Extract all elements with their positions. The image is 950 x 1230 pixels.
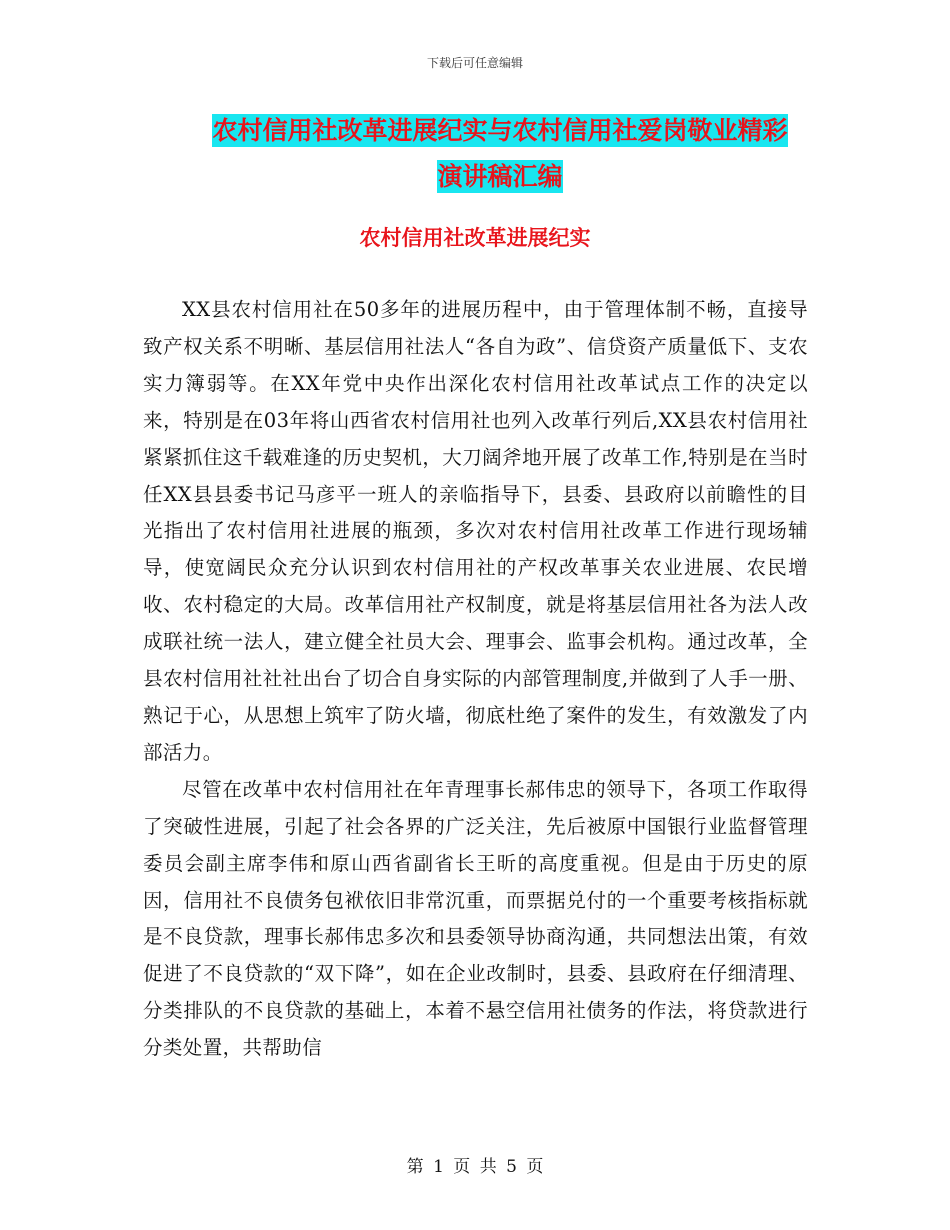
- document-title-line2: 演讲稿汇编: [437, 162, 563, 191]
- paragraph-1: XX县农村信用社在50多年的进展历程中，由于管理体制不畅，直接导致产权关系不明晰、基层信用社法人“各自为政”、信贷资产质量低下、支农实力簿弱等。在XX年党中央作出深化农村信用社改革试点工作的决定以来，特别是在03年将山西省农村信用社也列入改革行列后,XX县农村信用社紧紧抓住这千载难逢的历史契机，大刀阔斧地开展了改革工作,特别是在当时任XX县县委书记马彦平一班人的亲临指导下，县委、县政府以前瞻性的目光指出了农村信用社进展的瓶颈，多次对农村信用社改革工作进行现场辅导，使宽阔民众充分认识到农村信用社的产权改革事关农业进展、农民增收、农村稳定的大局。改革信用社产权制度，就是将基层信用社各为法人改成联社统一法人，建立健全社员大会、理事会、监事会机构。通过改革，全县农村信用社社社出台了切合自身实际的内部管理制度,并做到了人手一册、熟记于心，从思想上筑牢了防火墙，彻底杜绝了案件的发生，有效激发了内部活力。: [143, 298, 808, 764]
- document-title: [140, 108, 860, 200]
- page-footer: 第 1 页 共 5 页: [406, 1157, 544, 1177]
- header-note: 下载后可任意编辑: [426, 56, 523, 70]
- section-title: 农村信用社改革进展纪实: [359, 225, 591, 250]
- document-title-line1: 农村信用社改革进展纪实与农村信用社爱岗敬业精彩: [212, 116, 788, 145]
- body-text: [143, 292, 808, 1067]
- paragraph-2: 尽管在改革中农村信用社在年青理事长郝伟忠的领导下，各项工作取得了突破性进展，引起了社会各界的广泛关注，先后被原中国银行业监督管理委员会副主席李伟和原山西省副省长王昕的高度重视。但是由于历史的原因，信用社不良债务包袱依旧非常沉重，而票据兑付的一个重要考核指标就是不良贷款，理事长郝伟忠多次和县委领导协商沟通，共同想法出策，有效促进了不良贷款的“双下降”，如在企业改制时，县委、县政府在仔细清理、分类排队的不良贷款的基础上，本着不悬空信用社债务的作法，将贷款进行分类处置，共帮助信: [143, 777, 808, 1060]
